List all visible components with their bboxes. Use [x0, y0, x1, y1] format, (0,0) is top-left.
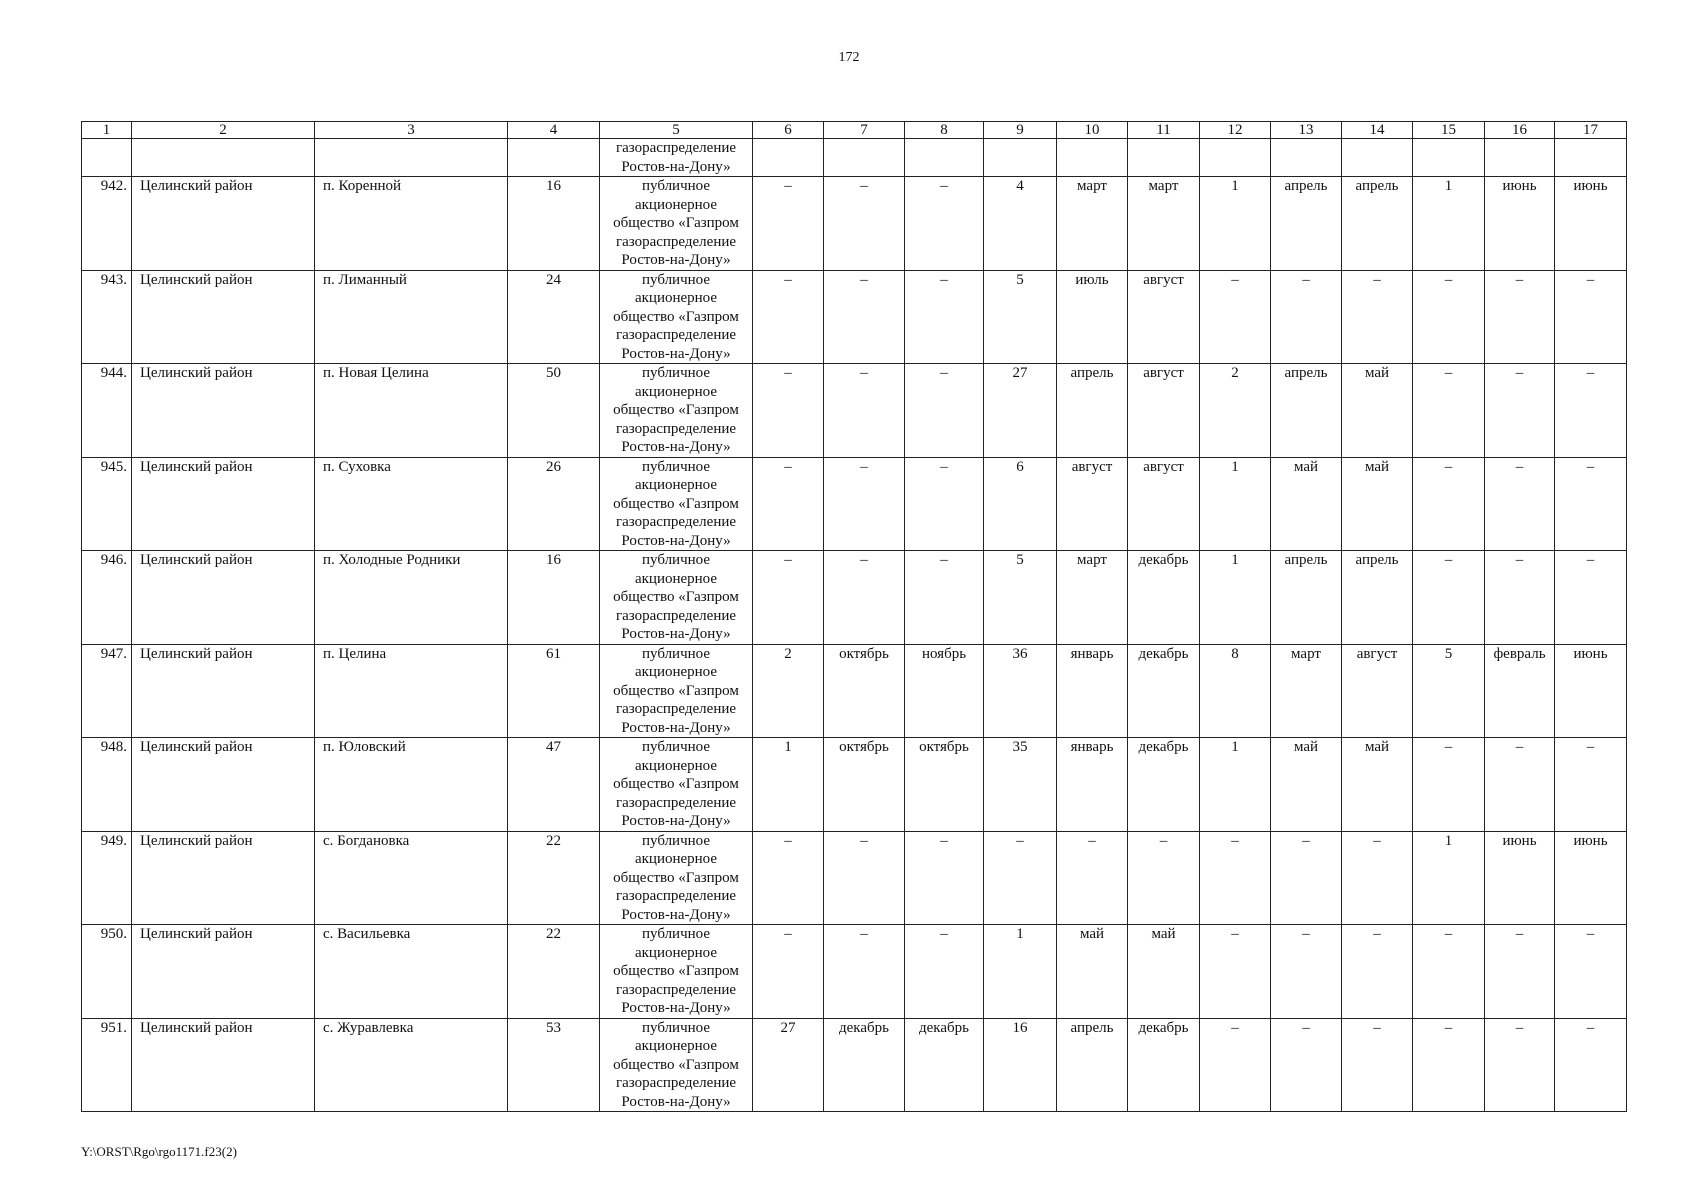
organization-line: газораспределение	[615, 607, 737, 624]
organization-line: Ростов-на-Дону»	[621, 719, 731, 736]
locality-cell: с. Васильевка	[315, 925, 508, 1019]
organization-cell	[600, 270, 753, 364]
row-number: 945.	[82, 457, 132, 551]
column-header: 5	[600, 122, 753, 139]
value-cell: ноябрь	[905, 644, 984, 738]
value-cell: 2	[1200, 364, 1271, 458]
value-cell: май	[1342, 457, 1413, 551]
organization-line: акционерное	[634, 851, 718, 867]
organization-line: общество «Газпром	[613, 589, 739, 605]
organization-line: общество «Газпром	[613, 682, 739, 699]
value-cell: май	[1057, 925, 1128, 1019]
organization-cell	[600, 831, 753, 925]
value-cell: июнь	[1555, 644, 1627, 738]
column-header: 3	[315, 122, 508, 139]
value-cell: апрель	[1342, 177, 1413, 271]
organization-line: газораспределение	[615, 981, 737, 998]
value-cell: 1	[1413, 177, 1485, 271]
value-cell: апрель	[1271, 551, 1342, 645]
column-header: 8	[905, 122, 984, 139]
column-header: 12	[1200, 122, 1271, 139]
count-cell: 24	[508, 270, 600, 364]
empty-cell	[1342, 139, 1413, 177]
value-cell: апрель	[1057, 1018, 1128, 1112]
organization-line: Ростов-на-Дону»	[621, 439, 731, 455]
value-cell: –	[1413, 270, 1485, 364]
value-cell: –	[824, 457, 905, 551]
district-cell: Целинский район	[132, 1018, 315, 1112]
organization-line: общество «Газпром	[613, 963, 739, 979]
value-cell: декабрь	[1128, 1018, 1200, 1112]
value-cell: –	[1485, 457, 1555, 551]
value-cell: декабрь	[1128, 644, 1200, 738]
value-cell: –	[905, 364, 984, 458]
organization-line: публичное	[641, 458, 710, 475]
organization-cell	[600, 738, 753, 832]
value-cell: 36	[984, 644, 1057, 738]
organization-line: общество «Газпром	[613, 308, 739, 325]
value-cell: –	[1057, 831, 1128, 925]
organization-line: общество «Газпром	[613, 1056, 739, 1073]
value-cell: –	[1413, 457, 1485, 551]
page-number: 172	[838, 50, 860, 65]
locality-cell: п. Холодные Родники	[315, 551, 508, 645]
value-cell: –	[824, 270, 905, 364]
value-cell: –	[824, 177, 905, 271]
organization-line: акционерное	[634, 383, 718, 400]
organization-line: акционерное	[634, 1038, 718, 1054]
count-cell: 26	[508, 457, 600, 551]
organization-cell	[600, 457, 753, 551]
empty-cell	[315, 139, 508, 177]
value-cell: июнь	[1555, 831, 1627, 925]
value-cell: декабрь	[905, 1018, 984, 1112]
value-cell: апрель	[1342, 551, 1413, 645]
locality-cell: п. Лиманный	[315, 270, 508, 364]
organization-line: газораспределение	[615, 140, 737, 156]
organization-line: Ростов-на-Дону»	[621, 252, 731, 268]
organization-line: общество «Газпром	[613, 215, 739, 231]
district-cell: Целинский район	[132, 177, 315, 271]
value-cell: 27	[753, 1018, 824, 1112]
organization-line: акционерное	[634, 664, 718, 680]
organization-cell	[600, 139, 753, 177]
value-cell: август	[1057, 457, 1128, 551]
value-cell: –	[753, 270, 824, 364]
organization-line: публичное	[641, 365, 710, 381]
empty-cell	[132, 139, 315, 177]
organization-line: публичное	[641, 926, 710, 942]
value-cell: декабрь	[1128, 551, 1200, 645]
value-cell: –	[1200, 270, 1271, 364]
value-cell: февраль	[1485, 644, 1555, 738]
district-cell: Целинский район	[132, 364, 315, 458]
value-cell: –	[824, 925, 905, 1019]
value-cell: –	[1342, 831, 1413, 925]
empty-cell	[1057, 139, 1128, 177]
organization-line: Ростов-на-Дону»	[621, 1093, 731, 1110]
value-cell: –	[1128, 831, 1200, 925]
count-cell: 16	[508, 551, 600, 645]
value-cell: –	[905, 270, 984, 364]
value-cell: –	[1413, 925, 1485, 1019]
row-number: 949.	[82, 831, 132, 925]
value-cell: –	[1485, 925, 1555, 1019]
empty-cell	[508, 139, 600, 177]
district-cell: Целинский район	[132, 270, 315, 364]
table-row	[82, 551, 1627, 645]
organization-line: Ростов-на-Дону»	[621, 158, 731, 175]
organization-line: акционерное	[634, 290, 718, 306]
empty-cell	[1200, 139, 1271, 177]
table-row	[82, 457, 1627, 551]
count-cell: 47	[508, 738, 600, 832]
organization-line: Ростов-на-Дону»	[621, 626, 731, 642]
column-header: 16	[1485, 122, 1555, 139]
value-cell: –	[905, 177, 984, 271]
locality-cell: п. Юловский	[315, 738, 508, 832]
value-cell: –	[1342, 1018, 1413, 1112]
organization-line: общество «Газпром	[613, 495, 739, 512]
value-cell: –	[1271, 925, 1342, 1019]
count-cell: 22	[508, 831, 600, 925]
value-cell: май	[1128, 925, 1200, 1019]
count-cell: 50	[508, 364, 600, 458]
value-cell: –	[1200, 1018, 1271, 1112]
value-cell: июнь	[1485, 831, 1555, 925]
row-number: 946.	[82, 551, 132, 645]
value-cell: декабрь	[824, 1018, 905, 1112]
table-row	[82, 644, 1627, 738]
value-cell: апрель	[1271, 364, 1342, 458]
value-cell: август	[1128, 364, 1200, 458]
column-header: 4	[508, 122, 600, 139]
district-cell: Целинский район	[132, 457, 315, 551]
organization-line: общество «Газпром	[613, 869, 739, 886]
organization-cell	[600, 644, 753, 738]
value-cell: –	[1413, 738, 1485, 832]
district-cell: Целинский район	[132, 738, 315, 832]
value-cell: июнь	[1555, 177, 1627, 271]
value-cell: май	[1342, 738, 1413, 832]
value-cell: октябрь	[824, 738, 905, 832]
file-path-footer: Y:\ORST\Rgo\rgo1171.f23(2)	[81, 1144, 237, 1159]
value-cell: декабрь	[1128, 738, 1200, 832]
value-cell: –	[1555, 738, 1627, 832]
organization-line: акционерное	[634, 477, 718, 493]
value-cell: –	[1413, 551, 1485, 645]
table-row	[82, 738, 1627, 832]
locality-cell: с. Богдановка	[315, 831, 508, 925]
value-cell: –	[1555, 1018, 1627, 1112]
row-number: 943.	[82, 270, 132, 364]
organization-line: публичное	[641, 552, 710, 568]
column-header: 14	[1342, 122, 1413, 139]
value-cell: октябрь	[824, 644, 905, 738]
column-header: 17	[1555, 122, 1627, 139]
organization-line: публичное	[641, 645, 710, 662]
organization-line: Ростов-на-Дону»	[621, 1000, 731, 1016]
organization-line: публичное	[641, 1019, 710, 1036]
row-number: 950.	[82, 925, 132, 1019]
value-cell: –	[1485, 551, 1555, 645]
locality-cell: п. Суховка	[315, 457, 508, 551]
value-cell: –	[1555, 457, 1627, 551]
count-cell: 53	[508, 1018, 600, 1112]
value-cell: 1	[753, 738, 824, 832]
column-header: 1	[82, 122, 132, 139]
organization-line: Ростов-на-Дону»	[621, 813, 731, 829]
value-cell: –	[1342, 270, 1413, 364]
value-cell: 1	[984, 925, 1057, 1019]
empty-cell	[82, 139, 132, 177]
value-cell: –	[1413, 1018, 1485, 1112]
value-cell: 1	[1200, 457, 1271, 551]
value-cell: октябрь	[905, 738, 984, 832]
value-cell: –	[1485, 1018, 1555, 1112]
organization-line: газораспределение	[615, 701, 737, 717]
organization-line: общество «Газпром	[613, 402, 739, 418]
value-cell: январь	[1057, 738, 1128, 832]
value-cell: 16	[984, 1018, 1057, 1112]
organization-line: Ростов-на-Дону»	[621, 532, 731, 549]
value-cell: август	[1128, 457, 1200, 551]
value-cell: март	[1057, 177, 1128, 271]
value-cell: –	[1555, 270, 1627, 364]
value-cell: –	[1555, 364, 1627, 458]
column-header: 10	[1057, 122, 1128, 139]
value-cell: –	[1271, 831, 1342, 925]
value-cell: –	[753, 551, 824, 645]
value-cell: –	[1485, 364, 1555, 458]
organization-line: акционерное	[634, 757, 718, 774]
organization-line: акционерное	[634, 570, 718, 587]
value-cell: –	[1485, 738, 1555, 832]
value-cell: март	[1128, 177, 1200, 271]
table-row	[82, 925, 1627, 1019]
organization-cell	[600, 925, 753, 1019]
organization-cell	[600, 1018, 753, 1112]
column-header: 6	[753, 122, 824, 139]
value-cell: –	[753, 925, 824, 1019]
value-cell: –	[753, 457, 824, 551]
value-cell: июнь	[1485, 177, 1555, 271]
empty-cell	[1555, 139, 1627, 177]
value-cell: 5	[984, 551, 1057, 645]
empty-cell	[1128, 139, 1200, 177]
value-cell: 8	[1200, 644, 1271, 738]
table-row	[82, 364, 1627, 458]
value-cell: август	[1342, 644, 1413, 738]
organization-line: акционерное	[634, 944, 718, 961]
organization-line: газораспределение	[615, 888, 737, 904]
value-cell: –	[753, 364, 824, 458]
organization-line: общество «Газпром	[613, 776, 739, 792]
value-cell: –	[753, 831, 824, 925]
organization-line: Ростов-на-Дону»	[621, 345, 731, 362]
value-cell: 35	[984, 738, 1057, 832]
organization-line: акционерное	[634, 196, 718, 213]
value-cell: –	[824, 831, 905, 925]
value-cell: 27	[984, 364, 1057, 458]
value-cell: –	[824, 551, 905, 645]
locality-cell: с. Журавлевка	[315, 1018, 508, 1112]
count-cell: 61	[508, 644, 600, 738]
value-cell: –	[905, 551, 984, 645]
value-cell: –	[824, 364, 905, 458]
organization-line: газораспределение	[615, 1075, 737, 1091]
value-cell: 1	[1413, 831, 1485, 925]
organization-line: Ростов-на-Дону»	[621, 906, 731, 923]
empty-cell	[753, 139, 824, 177]
locality-cell: п. Новая Целина	[315, 364, 508, 458]
data-table	[81, 121, 1627, 1112]
district-cell: Целинский район	[132, 644, 315, 738]
row-number: 948.	[82, 738, 132, 832]
value-cell: –	[753, 177, 824, 271]
organization-line: газораспределение	[615, 420, 737, 437]
value-cell: март	[1271, 644, 1342, 738]
empty-cell	[1271, 139, 1342, 177]
row-number: 944.	[82, 364, 132, 458]
organization-line: газораспределение	[615, 327, 737, 343]
value-cell: апрель	[1057, 364, 1128, 458]
value-cell: –	[1271, 270, 1342, 364]
organization-line: публичное	[641, 739, 710, 755]
value-cell: –	[1342, 925, 1413, 1019]
column-header: 9	[984, 122, 1057, 139]
value-cell: –	[1200, 925, 1271, 1019]
district-cell: Целинский район	[132, 551, 315, 645]
empty-cell	[905, 139, 984, 177]
value-cell: май	[1271, 457, 1342, 551]
value-cell: –	[1413, 364, 1485, 458]
organization-line: публичное	[641, 832, 710, 849]
value-cell: 5	[984, 270, 1057, 364]
organization-line: публичное	[641, 178, 710, 194]
organization-cell	[600, 364, 753, 458]
value-cell: 1	[1200, 177, 1271, 271]
table-header-row	[82, 122, 1627, 139]
value-cell: 2	[753, 644, 824, 738]
value-cell: –	[1271, 1018, 1342, 1112]
row-number: 951.	[82, 1018, 132, 1112]
table-row	[82, 1018, 1627, 1112]
value-cell: апрель	[1271, 177, 1342, 271]
organization-line: публичное	[641, 271, 710, 288]
locality-cell: п. Коренной	[315, 177, 508, 271]
organization-cell	[600, 177, 753, 271]
value-cell: –	[1555, 551, 1627, 645]
column-header: 15	[1413, 122, 1485, 139]
value-cell: 1	[1200, 551, 1271, 645]
column-header: 11	[1128, 122, 1200, 139]
empty-cell	[984, 139, 1057, 177]
value-cell: июль	[1057, 270, 1128, 364]
empty-cell	[824, 139, 905, 177]
column-header: 13	[1271, 122, 1342, 139]
value-cell: –	[905, 831, 984, 925]
value-cell: 1	[1200, 738, 1271, 832]
row-number: 947.	[82, 644, 132, 738]
organization-cell	[600, 551, 753, 645]
value-cell: август	[1128, 270, 1200, 364]
value-cell: –	[905, 457, 984, 551]
empty-cell	[1485, 139, 1555, 177]
organization-line: газораспределение	[615, 794, 737, 811]
value-cell: май	[1342, 364, 1413, 458]
locality-cell: п. Целина	[315, 644, 508, 738]
count-cell: 22	[508, 925, 600, 1019]
column-header: 2	[132, 122, 315, 139]
count-cell: 16	[508, 177, 600, 271]
table-row	[82, 177, 1627, 271]
value-cell: –	[1555, 925, 1627, 1019]
district-cell: Целинский район	[132, 831, 315, 925]
value-cell: май	[1271, 738, 1342, 832]
value-cell: 4	[984, 177, 1057, 271]
value-cell: март	[1057, 551, 1128, 645]
organization-line: газораспределение	[615, 514, 737, 530]
value-cell: 5	[1413, 644, 1485, 738]
organization-line: газораспределение	[615, 233, 737, 250]
empty-cell	[1413, 139, 1485, 177]
value-cell: 6	[984, 457, 1057, 551]
table-row	[82, 831, 1627, 925]
value-cell: –	[905, 925, 984, 1019]
table-row	[82, 270, 1627, 364]
column-header: 7	[824, 122, 905, 139]
row-number: 942.	[82, 177, 132, 271]
value-cell: –	[984, 831, 1057, 925]
continuation-row	[82, 139, 1627, 177]
value-cell: –	[1485, 270, 1555, 364]
value-cell: январь	[1057, 644, 1128, 738]
value-cell: –	[1200, 831, 1271, 925]
district-cell: Целинский район	[132, 925, 315, 1019]
